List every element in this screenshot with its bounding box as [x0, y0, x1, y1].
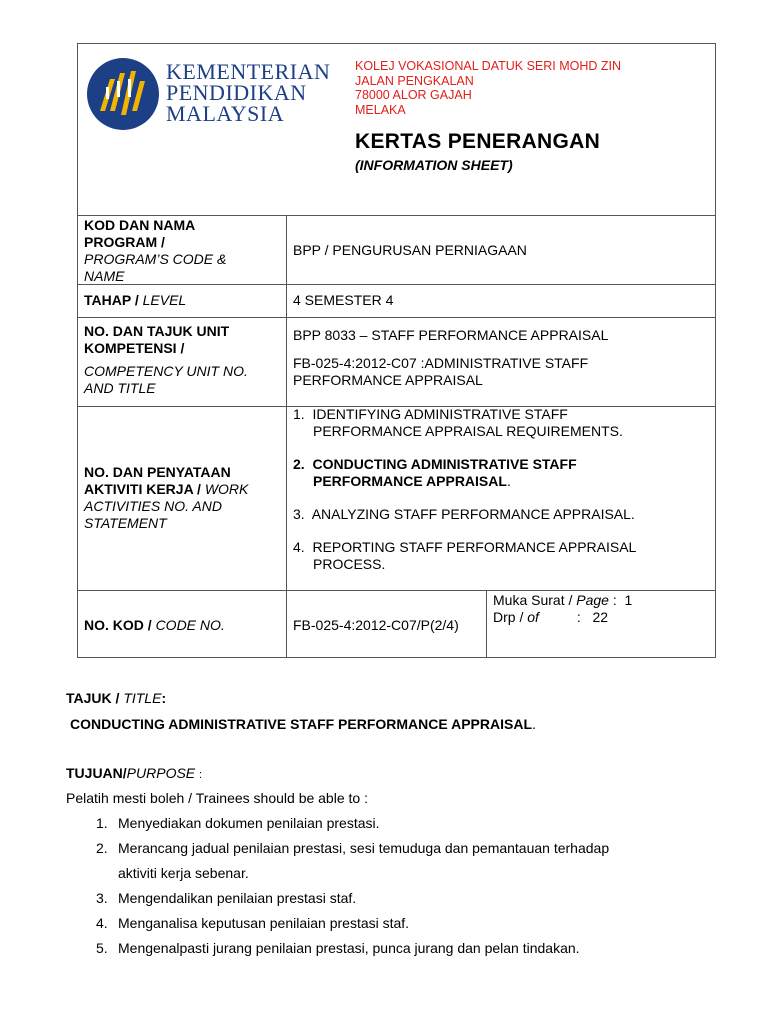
- list-item: [96, 911, 409, 935]
- level-label: [84, 292, 186, 309]
- separator: :: [576, 609, 581, 625]
- unit-label-line: COMPETENCY UNIT NO.: [84, 363, 248, 379]
- list-item: [96, 936, 580, 960]
- activity-text: IDENTIFYING ADMINISTRATIVE STAFF: [312, 406, 568, 422]
- list-text: Mengenalpasti jurang penilaian prestasi, punca jurang dan pelan tindakan.: [118, 940, 580, 956]
- activity-text: ANALYZING STAFF PERFORMANCE APPRAISAL.: [311, 506, 635, 522]
- unit-label-line: KOMPETENSI /: [84, 340, 185, 356]
- code-label-bold: NO. KOD /: [84, 617, 152, 633]
- activity-item: [293, 506, 636, 523]
- document-title: KERTAS PENERANGAN: [355, 130, 601, 153]
- ministry-name-line3: MALAYSIA: [166, 101, 285, 126]
- title-value-suffix: .: [532, 716, 536, 732]
- unit-value: [293, 327, 608, 389]
- list-text: Menganalisa keputusan penilaian prestasi staf.: [118, 915, 410, 931]
- list-item: [96, 836, 609, 860]
- activity-number: 1.: [293, 406, 305, 422]
- activities-label-italic: WORK: [204, 481, 249, 497]
- page-value: 1: [624, 592, 633, 608]
- program-value: BPP / PENGURUSAN PERNIAGAAN: [293, 242, 527, 258]
- program-label: [84, 217, 226, 285]
- activity-item: [293, 406, 636, 423]
- title-value-text: CONDUCTING ADMINISTRATIVE STAFF PERFORMANCE APPRAISAL: [70, 716, 532, 732]
- activity-item: [293, 456, 636, 473]
- purpose-label-bold: TUJUAN/: [66, 765, 127, 781]
- list-number: 3.: [96, 890, 108, 906]
- title-label-italic: TITLE: [123, 690, 162, 706]
- separator: :: [612, 592, 617, 608]
- school-name: KOLEJ VOKASIONAL DATUK SERI MOHD ZIN: [355, 59, 622, 73]
- of-value: 22: [592, 609, 609, 625]
- list-item: [96, 886, 356, 910]
- activity-number: 4.: [293, 539, 305, 555]
- ministry-name-line2: PENDIDIKAN: [166, 80, 307, 105]
- code-label-italic: CODE NO.: [155, 617, 225, 633]
- unit-label-line: NO. DAN TAJUK UNIT: [84, 323, 230, 339]
- page-info: [493, 592, 632, 626]
- code-label: [84, 617, 225, 634]
- list-number: 4.: [96, 915, 108, 931]
- purpose-intro: Pelatih mesti boleh / Trainees should be able to :: [66, 790, 368, 806]
- list-number: 5.: [96, 940, 108, 956]
- level-value: 4 SEMESTER 4: [293, 292, 394, 308]
- of-label-italic: of: [527, 609, 539, 625]
- page-number: [493, 592, 632, 609]
- activity-number: 3.: [293, 506, 305, 522]
- activity-text: PERFORMANCE APPRAISAL REQUIREMENTS.: [313, 423, 623, 439]
- level-label-italic: LEVEL: [142, 292, 187, 308]
- purpose-label-italic: PURPOSE: [126, 765, 196, 781]
- divider: [486, 590, 487, 658]
- title-colon: :: [161, 690, 167, 706]
- of-label: Drp /: [493, 609, 524, 625]
- document-subtitle: (INFORMATION SHEET): [355, 157, 513, 173]
- activity-text: CONDUCTING ADMINISTRATIVE STAFF: [312, 456, 577, 472]
- list-number: 1.: [96, 815, 108, 831]
- activity-text: PERFORMANCE APPRAISAL: [313, 473, 507, 489]
- activity-text: REPORTING STAFF PERFORMANCE APPRAISAL: [312, 539, 637, 555]
- activities-label-bold: AKTIVITI KERJA /: [84, 481, 201, 497]
- page-total: [493, 609, 632, 626]
- list-number: 2.: [96, 840, 108, 856]
- list-text: Merancang jadual penilaian prestasi, sesi temuduga dan pemantauan terhadap: [118, 840, 610, 856]
- ministry-emblem-icon: [86, 57, 160, 131]
- divider: [77, 590, 716, 591]
- unit-value-line: BPP 8033 – STAFF PERFORMANCE APPRAISAL: [293, 327, 609, 343]
- school-address-line: MELAKA: [355, 102, 406, 117]
- activity-number: 2.: [293, 456, 305, 472]
- school-address-line: JALAN PENGKALAN: [355, 73, 474, 88]
- activities-label: [84, 464, 248, 532]
- unit-label: [84, 323, 248, 397]
- code-value: FB-025-4:2012-C07/P(2/4): [293, 617, 459, 633]
- program-label-line: NAME: [84, 268, 125, 284]
- divider: [77, 317, 716, 318]
- ministry-name-line1: KEMENTERIAN: [166, 59, 331, 84]
- level-label-bold: TAHAP /: [84, 292, 139, 308]
- activities-list: [293, 406, 636, 573]
- page-label-italic: Page: [576, 592, 609, 608]
- activity-text: PROCESS.: [313, 556, 386, 572]
- school-address: [355, 59, 621, 117]
- unit-value-line: FB-025-4:2012-C07 :ADMINISTRATIVE STAFF: [293, 355, 589, 371]
- program-label-line: PROGRAM /: [84, 234, 165, 250]
- activity-item: [293, 539, 636, 556]
- list-text: Menyediakan dokumen penilaian prestasi.: [118, 815, 380, 831]
- activities-label-line: NO. DAN PENYATAAN: [84, 464, 231, 480]
- ministry-name: [166, 61, 330, 124]
- activity-text: .: [506, 473, 511, 489]
- program-label-line: PROGRAM’S CODE &: [84, 251, 227, 267]
- school-address-line: 78000 ALOR GAJAH: [355, 88, 472, 102]
- title-heading: [66, 690, 166, 706]
- list-text: Mengendalikan penilaian prestasi staf.: [118, 890, 357, 906]
- title-label-bold: TAJUK /: [66, 690, 120, 706]
- unit-label-line: AND TITLE: [84, 380, 156, 396]
- divider: [286, 215, 287, 658]
- activities-label-line: STATEMENT: [84, 515, 167, 531]
- list-item-continuation: aktiviti kerja sebenar.: [118, 865, 249, 881]
- list-item: [96, 811, 380, 835]
- activities-label-line: ACTIVITIES NO. AND: [84, 498, 222, 514]
- page-label: Muka Surat /: [493, 592, 573, 608]
- program-label-line: KOD DAN NAMA: [84, 217, 196, 233]
- unit-value-line: PERFORMANCE APPRAISAL: [293, 372, 483, 388]
- purpose-heading: [66, 765, 202, 781]
- purpose-colon: :: [199, 769, 203, 781]
- title-value: [70, 716, 536, 732]
- divider: [77, 215, 716, 216]
